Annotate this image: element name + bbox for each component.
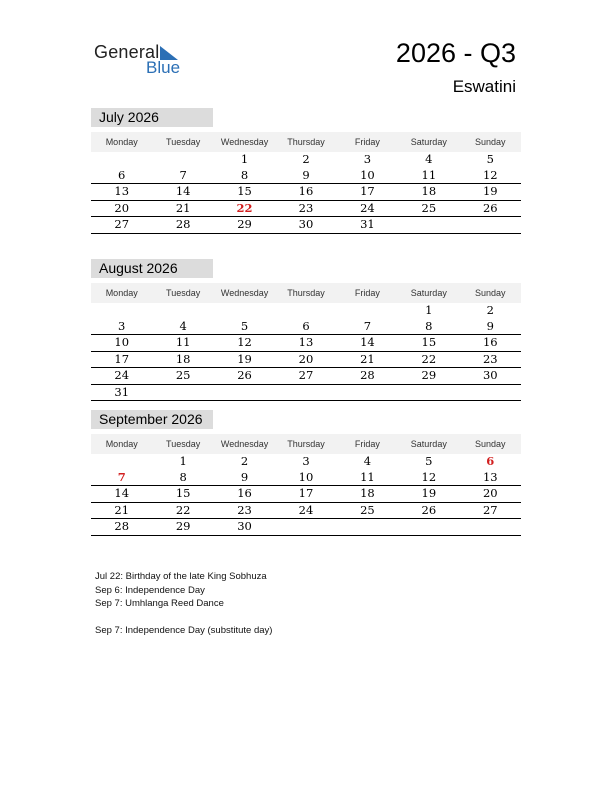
- day-cell: 15: [152, 486, 213, 503]
- day-cell: 19: [460, 184, 521, 201]
- day-cell: 22: [152, 502, 213, 519]
- week-row: [91, 502, 521, 519]
- empty-day-cell: [214, 384, 275, 401]
- empty-day-cell: [91, 303, 152, 319]
- empty-day-cell: [460, 519, 521, 536]
- day-cell: 17: [275, 486, 336, 503]
- day-cell: 6: [486, 454, 495, 469]
- weekday-label: Saturday: [398, 283, 459, 303]
- day-cell: 16: [460, 335, 521, 352]
- empty-day-cell: [152, 303, 213, 319]
- country-name: Eswatini: [452, 77, 516, 96]
- empty-day-cell: [275, 303, 336, 319]
- generalblue-logo: [94, 40, 194, 80]
- weekday-header-row: [91, 132, 521, 152]
- weekday-label: Thursday: [275, 283, 336, 303]
- weekday-label: Thursday: [275, 132, 336, 152]
- day-cell: 31: [337, 217, 398, 234]
- day-cell: 10: [337, 168, 398, 184]
- note: Sep 7: Independence Day (substitute day): [95, 624, 273, 636]
- day-cell: 20: [91, 200, 152, 217]
- week-row: [91, 486, 521, 503]
- day-cell: 8: [214, 168, 275, 184]
- note: Sep 7: Umhlanga Reed Dance: [95, 598, 224, 609]
- day-cell: 23: [275, 200, 336, 217]
- day-cell: 1: [179, 454, 187, 469]
- week-row: [91, 319, 521, 335]
- week-row: [91, 368, 521, 385]
- day-cell: 30: [214, 519, 275, 536]
- day-cell: 26: [398, 502, 459, 519]
- empty-day-cell: [152, 152, 213, 168]
- empty-day-cell: [398, 519, 459, 536]
- day-cell: 2: [240, 454, 249, 469]
- month-july: [91, 108, 521, 234]
- day-cell: 4: [363, 454, 372, 469]
- empty-day-cell: [91, 152, 152, 168]
- week-row: [91, 152, 521, 168]
- day-cell: 10: [91, 335, 152, 352]
- day-cell: 13: [460, 470, 521, 486]
- day-cell: 24: [91, 368, 152, 385]
- day-cell: 11: [337, 470, 398, 486]
- day-cell: 12: [214, 335, 275, 352]
- day-cell: 30: [275, 217, 336, 234]
- day-cell: 21: [91, 502, 152, 519]
- day-cell: 3: [363, 152, 372, 167]
- day-cell: 1: [240, 152, 249, 167]
- day-cell: 11: [398, 168, 459, 184]
- day-cell: 29: [398, 368, 459, 385]
- empty-day-cell: [337, 303, 398, 319]
- day-cell: 5: [425, 454, 433, 469]
- day-cell: 6: [91, 168, 152, 184]
- day-cell: 12: [460, 168, 521, 184]
- weekday-label: Tuesday: [152, 434, 213, 454]
- day-cell: 21: [337, 351, 398, 368]
- empty-day-cell: [398, 217, 459, 234]
- day-cell: 28: [152, 217, 213, 234]
- weekday-label: Sunday: [460, 283, 521, 303]
- day-cell: 1: [425, 303, 433, 318]
- week-row: [91, 519, 521, 536]
- day-cell: 17: [91, 351, 152, 368]
- day-cell: 24: [337, 200, 398, 217]
- empty-day-cell: [91, 454, 152, 470]
- day-cell: 15: [398, 335, 459, 352]
- day-cell: 20: [275, 351, 336, 368]
- day-cell: 18: [337, 486, 398, 503]
- day-cell: 14: [152, 184, 213, 201]
- day-cell: 8: [152, 470, 213, 486]
- month-september: [91, 410, 521, 536]
- day-cell: 16: [275, 184, 336, 201]
- week-row: [91, 217, 521, 234]
- day-cell: 10: [275, 470, 336, 486]
- month-label: September 2026: [91, 410, 213, 429]
- week-row: [91, 168, 521, 184]
- day-cell: 24: [275, 502, 336, 519]
- day-cell: 9: [275, 168, 336, 184]
- month-label: July 2026: [91, 108, 213, 127]
- month-august: [91, 259, 521, 401]
- day-cell: 26: [214, 368, 275, 385]
- weekday-label: Friday: [337, 132, 398, 152]
- weekday-label: Saturday: [398, 434, 459, 454]
- weekday-label: Sunday: [460, 132, 521, 152]
- day-cell: 14: [337, 335, 398, 352]
- day-cell: 19: [214, 351, 275, 368]
- week-row: [91, 200, 521, 217]
- week-row: [91, 384, 521, 401]
- empty-day-cell: [152, 384, 213, 401]
- weekday-label: Wednesday: [214, 434, 275, 454]
- month-label: August 2026: [91, 259, 213, 278]
- day-cell: 17: [337, 184, 398, 201]
- day-cell: 4: [152, 319, 213, 335]
- weekday-label: Friday: [337, 283, 398, 303]
- weekday-header-row: [91, 434, 521, 454]
- day-cell: 6: [275, 319, 336, 335]
- day-cell: 20: [460, 486, 521, 503]
- page-title: 2026 - Q3: [395, 38, 516, 68]
- day-cell: 11: [152, 335, 213, 352]
- weekday-label: Monday: [91, 283, 152, 303]
- day-cell: 26: [460, 200, 521, 217]
- day-cell: 25: [398, 200, 459, 217]
- empty-day-cell: [275, 384, 336, 401]
- day-cell: 12: [398, 470, 459, 486]
- empty-day-cell: [460, 384, 521, 401]
- day-cell: 8: [398, 319, 459, 335]
- holiday-notes: [95, 570, 272, 637]
- day-cell: 13: [91, 184, 152, 201]
- weekday-label: Monday: [91, 434, 152, 454]
- weekday-label: Monday: [91, 132, 152, 152]
- day-cell: 5: [214, 319, 275, 335]
- weekday-label: Friday: [337, 434, 398, 454]
- day-cell: 23: [214, 502, 275, 519]
- day-cell: 14: [91, 486, 152, 503]
- day-cell: 15: [214, 184, 275, 201]
- day-cell: 27: [91, 217, 152, 234]
- day-cell: 31: [91, 384, 152, 401]
- calendar-table: [91, 283, 521, 401]
- day-cell: 29: [152, 519, 213, 536]
- day-cell: 3: [302, 454, 310, 469]
- day-cell: 2: [302, 152, 310, 167]
- note: Sep 6: Independence Day: [95, 584, 205, 596]
- day-cell: 28: [91, 519, 152, 536]
- day-cell: 7: [152, 168, 213, 184]
- day-cell: 3: [91, 319, 152, 335]
- week-row: [91, 454, 521, 470]
- day-cell: 16: [214, 486, 275, 503]
- empty-day-cell: [460, 217, 521, 234]
- weekday-label: Wednesday: [214, 283, 275, 303]
- logo-word-blue: Blue: [146, 58, 181, 77]
- day-cell: 7: [337, 319, 398, 335]
- day-cell: 29: [214, 217, 275, 234]
- weekday-label: Tuesday: [152, 132, 213, 152]
- empty-day-cell: [337, 384, 398, 401]
- day-cell: 21: [152, 200, 213, 217]
- note: Jul 22: Birthday of the late King Sobhuza: [95, 571, 267, 582]
- day-cell: 18: [398, 184, 459, 201]
- day-cell: 9: [460, 319, 521, 335]
- day-cell: 27: [275, 368, 336, 385]
- day-cell: 25: [152, 368, 213, 385]
- day-cell: 19: [398, 486, 459, 503]
- day-cell: 13: [275, 335, 336, 352]
- day-cell: 30: [460, 368, 521, 385]
- day-cell: 5: [486, 152, 494, 167]
- logo-word-general: General: [94, 42, 160, 62]
- day-cell: 18: [152, 351, 213, 368]
- week-row: [91, 470, 521, 486]
- weekday-label: Saturday: [398, 132, 459, 152]
- day-cell: 28: [337, 368, 398, 385]
- empty-day-cell: [337, 519, 398, 536]
- calendar-table: [91, 434, 521, 536]
- weekday-label: Thursday: [275, 434, 336, 454]
- day-cell: 27: [460, 502, 521, 519]
- weekday-label: Sunday: [460, 434, 521, 454]
- day-cell: 7: [91, 470, 152, 486]
- week-row: [91, 184, 521, 201]
- empty-day-cell: [214, 303, 275, 319]
- day-cell: 25: [337, 502, 398, 519]
- day-cell: 23: [460, 351, 521, 368]
- day-cell: 22: [398, 351, 459, 368]
- empty-day-cell: [275, 519, 336, 536]
- weekday-label: Tuesday: [152, 283, 213, 303]
- day-cell: 9: [214, 470, 275, 486]
- empty-day-cell: [398, 384, 459, 401]
- week-row: [91, 335, 521, 352]
- day-cell: 22: [214, 200, 275, 217]
- weekday-header-row: [91, 283, 521, 303]
- day-cell: 2: [486, 303, 494, 318]
- week-row: [91, 351, 521, 368]
- week-row: [91, 303, 521, 319]
- day-cell: 4: [425, 152, 433, 167]
- calendar-table: [91, 132, 521, 234]
- weekday-label: Wednesday: [214, 132, 275, 152]
